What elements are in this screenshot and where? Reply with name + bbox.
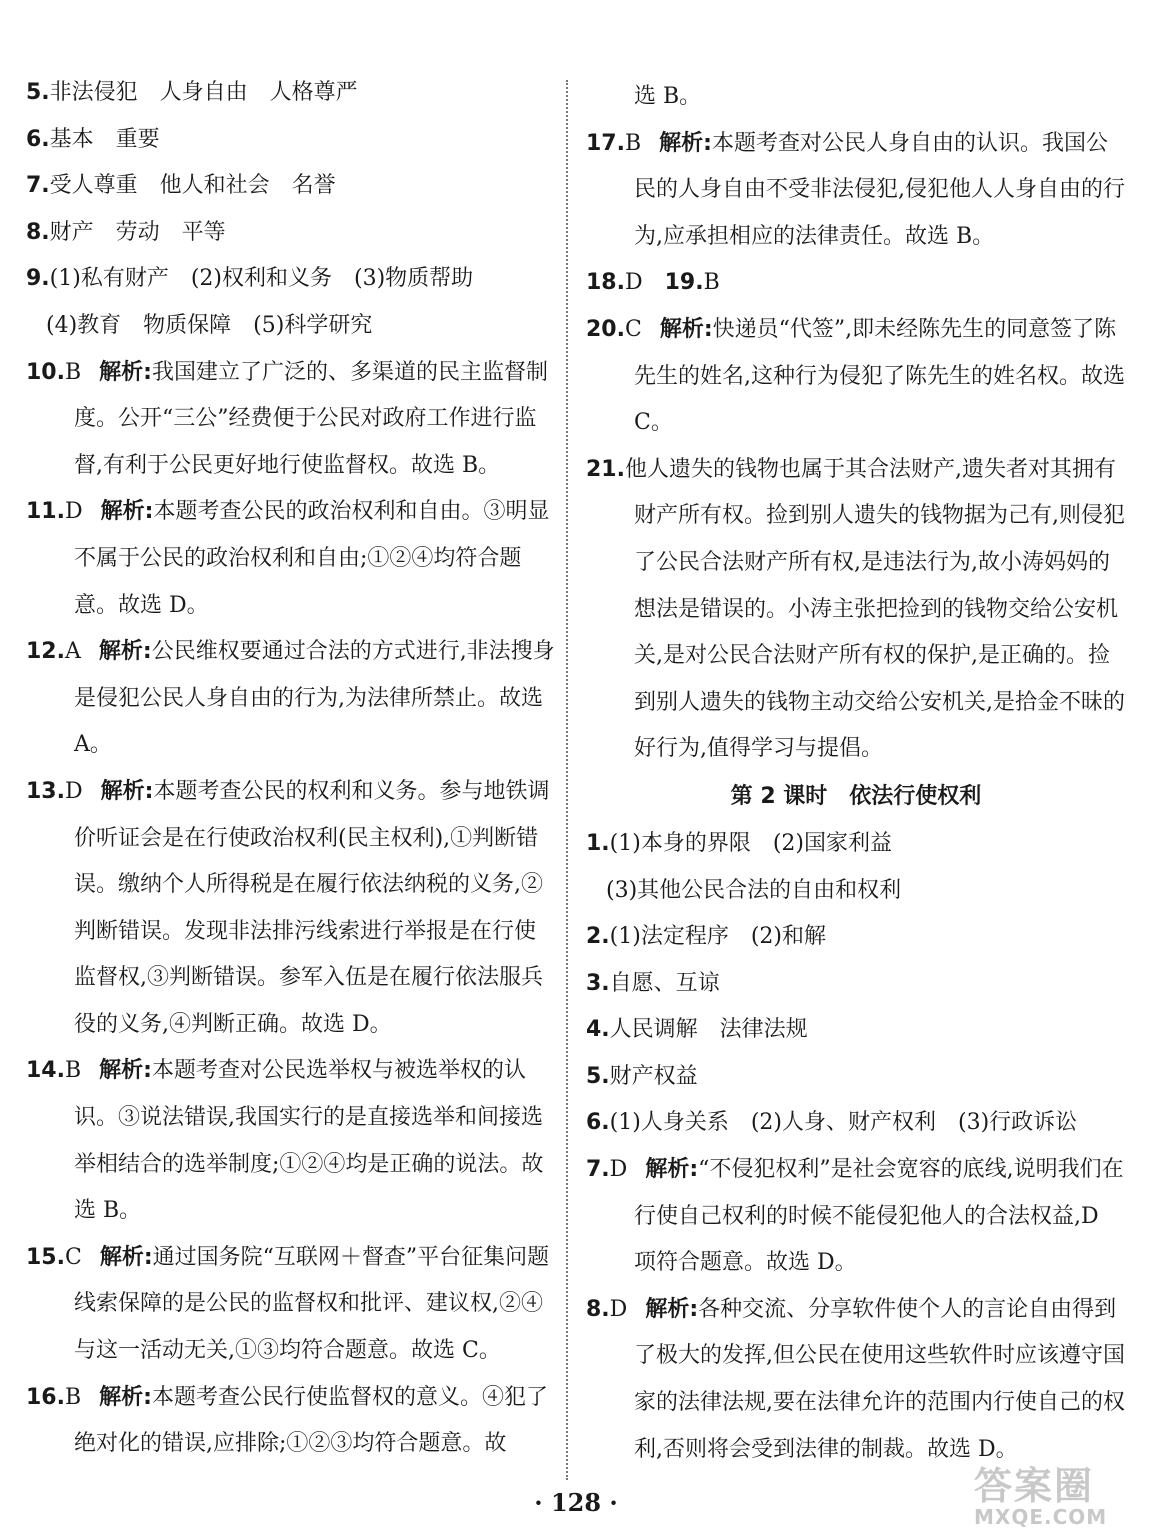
answer-text: (1)私有财产 (2)权利和义务 (3)物质帮助 bbox=[49, 266, 474, 292]
answer-item bbox=[26, 489, 556, 629]
answer-choice: C bbox=[624, 316, 642, 342]
analysis-label: 解析: bbox=[100, 499, 154, 525]
item-number: 18. bbox=[586, 270, 625, 296]
answer-item bbox=[586, 1287, 1126, 1473]
answer-choice: B bbox=[64, 359, 82, 385]
answer-choice: D bbox=[609, 1296, 628, 1322]
analysis-label: 解析: bbox=[645, 1157, 699, 1183]
answer-subline bbox=[26, 303, 556, 350]
item-number: 16. bbox=[26, 1384, 65, 1410]
item-number: 13. bbox=[26, 778, 65, 804]
analysis-label: 解析: bbox=[659, 130, 712, 156]
answer-item bbox=[26, 163, 556, 210]
analysis-label: 解析: bbox=[645, 1296, 699, 1322]
answer-text: 人民调解 法律法规 bbox=[609, 1017, 808, 1043]
item-number: 2. bbox=[586, 924, 610, 950]
answer-item bbox=[26, 70, 556, 117]
watermark-logo: 答案圈 MXQE.COM bbox=[974, 1464, 1108, 1529]
answer-item bbox=[586, 307, 1126, 447]
answer-text: (4)教育 物质保障 (5)科学研究 bbox=[46, 312, 373, 338]
answer-text: 本题考查公民行使监督权的意义。④犯了绝对化的错误,应排除;①②③均符合题意。故 bbox=[74, 1384, 548, 1457]
analysis-label: 解析: bbox=[99, 1058, 152, 1084]
item-number: 7. bbox=[586, 1157, 610, 1183]
analysis-label: 解析: bbox=[659, 316, 713, 342]
analysis-label: 解析: bbox=[99, 1244, 153, 1270]
answer-item bbox=[26, 1048, 556, 1234]
answer-item bbox=[586, 821, 1126, 868]
answer-choice: B bbox=[624, 130, 642, 156]
answer-text: (1)法定程序 (2)和解 bbox=[609, 924, 826, 950]
item-number: 3. bbox=[586, 970, 610, 996]
item-number: 20. bbox=[586, 316, 625, 342]
answer-item bbox=[26, 629, 556, 769]
answer-item bbox=[26, 769, 556, 1049]
answer-text: 财产 劳动 平等 bbox=[49, 219, 226, 245]
answer-choice: C bbox=[64, 1244, 82, 1270]
answer-text: 快递员“代签”,即未经陈先生的同意签了陈先生的姓名,这种行为侵犯了陈先生的姓名权。故选 C。 bbox=[634, 316, 1125, 436]
column-divider bbox=[566, 80, 568, 1480]
answer-text: 基本 重要 bbox=[49, 126, 160, 152]
answer-text: 本题考查对公民人身自由的认识。我国公民的人身自由不受非法侵犯,侵犯他人人身自由的行为,应承担相应的法律责任。故选 B。 bbox=[634, 130, 1125, 249]
answer-item bbox=[586, 121, 1126, 261]
item-number: 14. bbox=[26, 1058, 65, 1084]
answer-item bbox=[26, 1375, 556, 1468]
item-number: 4. bbox=[586, 1017, 610, 1043]
right-column bbox=[586, 74, 1126, 1473]
answer-text: 各种交流、分享软件使个人的言论自由得到了极大的发挥,但公民在使用这些软件时应该遵守国家的法律法规,要在法律允许的范围内行使自己的权利,否则将会受到法律的制裁。故选 D。 bbox=[634, 1296, 1125, 1462]
answer-text: (1)人身关系 (2)人身、财产权利 (3)行政诉讼 bbox=[609, 1110, 1078, 1136]
answer-item bbox=[586, 447, 1126, 773]
analysis-label: 解析: bbox=[100, 778, 154, 804]
answer-text: (1)本身的界限 (2)国家利益 bbox=[609, 830, 892, 856]
continued-answer: 选 B。 bbox=[634, 84, 702, 109]
item-number: 8. bbox=[26, 219, 50, 245]
item-number: 19. bbox=[664, 270, 704, 296]
answer-text: B bbox=[703, 270, 720, 296]
answer-text: 非法侵犯 人身自由 人格尊严 bbox=[49, 80, 358, 105]
item-number: 7. bbox=[26, 173, 50, 199]
item-number: 10. bbox=[26, 359, 65, 385]
answer-choice: A bbox=[64, 639, 81, 665]
answer-item bbox=[586, 1007, 1126, 1054]
answer-item bbox=[586, 1147, 1126, 1287]
answer-choice: D bbox=[609, 1157, 628, 1183]
item-number: 9. bbox=[26, 266, 50, 292]
answer-text: 自愿、互谅 bbox=[609, 970, 720, 996]
answer-text: 通过国务院“互联网＋督查”平台征集问题线索保障的是公民的监督权和批评、建议权,②④与这一活动无关,①③均符合题意。故选 C。 bbox=[74, 1244, 550, 1364]
answer-item bbox=[26, 117, 556, 164]
answer-choice: D bbox=[64, 778, 83, 804]
answer-item bbox=[26, 1235, 556, 1375]
answer-item bbox=[26, 210, 556, 257]
answer-item bbox=[586, 260, 1126, 307]
item-number: 11. bbox=[26, 499, 65, 525]
item-number: 5. bbox=[26, 80, 50, 105]
item-number: 17. bbox=[586, 130, 625, 156]
answer-text: (3)其他公民合法的自由和权利 bbox=[606, 877, 902, 903]
answer-text: D bbox=[624, 270, 665, 296]
page-number: · 128 · bbox=[534, 1488, 618, 1517]
analysis-label: 解析: bbox=[99, 359, 152, 385]
answer-text: 财产权益 bbox=[609, 1063, 698, 1089]
answer-subline bbox=[586, 868, 1126, 915]
left-column bbox=[26, 70, 556, 1468]
answer-text: 公民维权要通过合法的方式进行,非法搜身是侵犯公民人身自由的行为,为法律所禁止。故选 A。 bbox=[74, 639, 555, 758]
answer-text: “不侵犯权利”是社会宽容的底线,说明我们在行使自己权利的时候不能侵犯他人的合法权益,D 项符合题意。故选 D。 bbox=[634, 1157, 1124, 1276]
item-number: 6. bbox=[586, 1110, 610, 1136]
item-number: 21. bbox=[586, 456, 625, 482]
item-number: 12. bbox=[26, 639, 65, 665]
analysis-label: 解析: bbox=[98, 639, 152, 665]
answer-item bbox=[586, 1054, 1126, 1101]
answer-item bbox=[586, 961, 1126, 1008]
answer-choice: B bbox=[64, 1384, 82, 1410]
answer-text: 他人遗失的钱物也属于其合法财产,遗失者对其拥有财产所有权。捡到别人遗失的钱物据为己有,则侵犯了公民合法财产所有权,是违法行为,故小涛妈妈的想法是错误的。小涛主张把捡到的钱物交给公安机关,是对公民合法财产所有权的保护,是正确的。捡到别人遗失的钱物主动交给公安机关,是拾金不昧的好行为,值得学习与提倡。 bbox=[624, 456, 1125, 762]
item-number: 1. bbox=[586, 830, 610, 856]
answer-text: 本题考查对公民选举权与被选举权的认识。③说法错误,我国实行的是直接选举和间接选举相结合的选举制度;①②④均是正确的说法。故选 B。 bbox=[74, 1058, 544, 1224]
section-title: 第 2 课时 依法行使权利 bbox=[730, 783, 982, 809]
answer-choice: D bbox=[64, 499, 83, 525]
answer-item bbox=[586, 914, 1126, 961]
answer-choice: B bbox=[64, 1058, 82, 1084]
answer-item bbox=[26, 350, 556, 490]
answer-item bbox=[26, 256, 556, 303]
item-number: 15. bbox=[26, 1244, 65, 1270]
item-number: 8. bbox=[586, 1296, 610, 1322]
item-number: 5. bbox=[586, 1063, 610, 1089]
analysis-label: 解析: bbox=[99, 1384, 152, 1410]
answer-text: 受人尊重 他人和社会 名誉 bbox=[49, 173, 336, 199]
answer-text: 本题考查公民的权利和义务。参与地铁调价听证会是在行使政治权利(民主权利),①判断错误。缴纳个人所得税是在履行依法纳税的义务,②判断错误。发现非法排污线索进行举报是在行使监督权,③判断错误。参军入伍是在履行依法服兵役的义务,④判断正确。故选 D。 bbox=[74, 778, 550, 1037]
answer-text: 本题考查公民的政治权利和自由。③明显不属于公民的政治权利和自由;①②④均符合题意。故选 D。 bbox=[74, 499, 550, 618]
answer-item bbox=[586, 1100, 1126, 1147]
item-number: 6. bbox=[26, 126, 50, 152]
answer-text: 我国建立了广泛的、多渠道的民主监督制度。公开“三公”经费便于公民对政府工作进行监督,有利于公民更好地行使监督权。故选 B。 bbox=[74, 359, 548, 478]
